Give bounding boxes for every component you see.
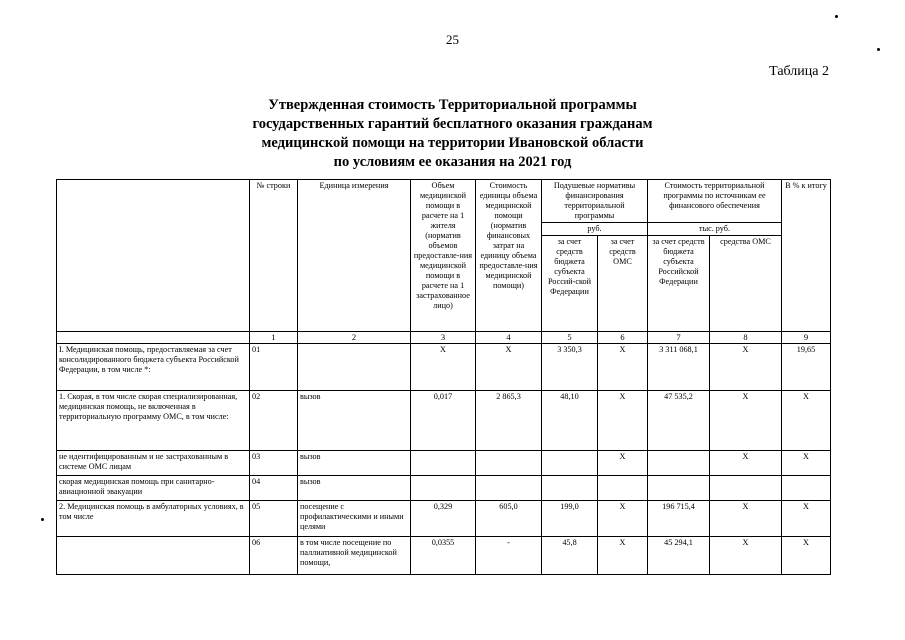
header-volume: Объем медицинской помощи в расчете на 1 жителя (норматив объемов предоставле-ния медицинской помощи в расчете на 1 застрахованное лицо) bbox=[411, 180, 476, 332]
header-share: В % к итогу bbox=[782, 180, 831, 332]
row-share: X bbox=[782, 391, 831, 451]
row-unit: посещение с профилактическими и иными целями bbox=[298, 501, 411, 537]
header-total-oms: средства ОМС bbox=[710, 236, 782, 332]
header-unit: Единица измерения bbox=[298, 180, 411, 332]
row-cost: 2 865,3 bbox=[476, 391, 542, 451]
row-volume bbox=[411, 476, 476, 501]
row-pc-oms: X bbox=[598, 501, 648, 537]
row-no: 05 bbox=[250, 501, 298, 537]
row-share bbox=[782, 476, 831, 501]
table-row bbox=[57, 501, 831, 537]
row-volume: 0,0355 bbox=[411, 537, 476, 575]
header-row-no: № строки bbox=[250, 180, 298, 332]
row-name bbox=[57, 537, 250, 575]
row-total-budget: 3 311 068,1 bbox=[648, 344, 710, 391]
row-pc-oms: X bbox=[598, 451, 648, 476]
row-volume: 0,017 bbox=[411, 391, 476, 451]
row-pc-budget: 45,8 bbox=[542, 537, 598, 575]
column-number: 2 bbox=[298, 332, 411, 344]
row-total-oms: X bbox=[710, 391, 782, 451]
row-pc-oms bbox=[598, 476, 648, 501]
column-number: 9 bbox=[782, 332, 831, 344]
document-title bbox=[180, 96, 725, 172]
row-cost: X bbox=[476, 344, 542, 391]
title-line: по условиям ее оказания на 2021 год bbox=[333, 154, 572, 170]
header-cost: Стоимость единицы объема медицинской помощи (норматив финансовых затрат на единицу объема предоставле-ния медицинской помощи) bbox=[476, 180, 542, 332]
row-share: X bbox=[782, 501, 831, 537]
row-share: 19,65 bbox=[782, 344, 831, 391]
cost-table bbox=[56, 179, 831, 575]
header-row bbox=[57, 180, 831, 223]
scan-speck bbox=[41, 518, 44, 521]
row-total-budget: 45 294,1 bbox=[648, 537, 710, 575]
row-pc-oms: X bbox=[598, 344, 648, 391]
column-number: 7 bbox=[648, 332, 710, 344]
row-total-oms: X bbox=[710, 451, 782, 476]
row-total-oms bbox=[710, 476, 782, 501]
row-total-oms: X bbox=[710, 501, 782, 537]
row-name: I. Медицинская помощь, предоставляемая за счет консолидированного бюджета субъекта Российской Федерации, в том числе *: bbox=[57, 344, 250, 391]
row-cost bbox=[476, 476, 542, 501]
row-unit: вызов bbox=[298, 476, 411, 501]
header-name-empty bbox=[57, 180, 250, 332]
row-share: X bbox=[782, 537, 831, 575]
row-pc-oms: X bbox=[598, 391, 648, 451]
row-unit bbox=[298, 344, 411, 391]
column-number: 6 bbox=[598, 332, 648, 344]
row-no: 06 bbox=[250, 537, 298, 575]
header-per-capita: Подушевые нормативы финансирования территориальной программы bbox=[542, 180, 648, 223]
page-number: 25 bbox=[446, 32, 459, 47]
row-no: 03 bbox=[250, 451, 298, 476]
table-row bbox=[57, 391, 831, 451]
column-number: 1 bbox=[250, 332, 298, 344]
row-total-budget: 47 535,2 bbox=[648, 391, 710, 451]
row-name: 2. Медицинская помощь в амбулаторных условиях, в том числе bbox=[57, 501, 250, 537]
row-cost: - bbox=[476, 537, 542, 575]
title-line: Утвержденная стоимость Территориальной программы bbox=[268, 97, 637, 113]
row-name: скорая медицинская помощь при санитарно-авиационной эвакуации bbox=[57, 476, 250, 501]
row-name: не идентифицированным и не застрахованным в системе ОМС лицам bbox=[57, 451, 250, 476]
row-cost: 605,0 bbox=[476, 501, 542, 537]
row-volume bbox=[411, 451, 476, 476]
header-per-capita-budget: за счет средств бюджета субъекта Россий-ской Федерации bbox=[542, 236, 598, 332]
row-pc-budget bbox=[542, 476, 598, 501]
table-label: Таблица 2 bbox=[769, 64, 829, 79]
row-no: 01 bbox=[250, 344, 298, 391]
table-row bbox=[57, 537, 831, 575]
column-number-row bbox=[57, 332, 831, 344]
row-cost bbox=[476, 451, 542, 476]
header-per-capita-unit: руб. bbox=[542, 223, 648, 236]
header-per-capita-oms: за счет средств ОМС bbox=[598, 236, 648, 332]
row-pc-oms: X bbox=[598, 537, 648, 575]
row-pc-budget: 3 350,3 bbox=[542, 344, 598, 391]
row-total-budget: 196 715,4 bbox=[648, 501, 710, 537]
row-unit: вызов bbox=[298, 451, 411, 476]
row-no: 04 bbox=[250, 476, 298, 501]
column-number: 4 bbox=[476, 332, 542, 344]
scan-speck bbox=[835, 15, 838, 18]
header-total-unit: тыс. руб. bbox=[648, 223, 782, 236]
column-number: 8 bbox=[710, 332, 782, 344]
title-line: медицинской помощи на территории Ивановской области bbox=[261, 135, 644, 151]
row-total-budget bbox=[648, 451, 710, 476]
row-pc-budget bbox=[542, 451, 598, 476]
row-unit: в том числе посещение по паллиативной медицинской помощи, bbox=[298, 537, 411, 575]
title-line: государственных гарантий бесплатного оказания гражданам bbox=[252, 116, 653, 132]
header-total-budget: за счет средств бюджета субъекта Российской Федерации bbox=[648, 236, 710, 332]
table-row bbox=[57, 344, 831, 391]
row-name: 1. Скорая, в том числе скорая специализированная, медицинская помощь, не включенная в территориальную программу ОМС, в том числе: bbox=[57, 391, 250, 451]
row-total-oms: X bbox=[710, 537, 782, 575]
row-volume: X bbox=[411, 344, 476, 391]
row-share: X bbox=[782, 451, 831, 476]
table-row bbox=[57, 451, 831, 476]
row-pc-budget: 199,0 bbox=[542, 501, 598, 537]
row-total-oms: X bbox=[710, 344, 782, 391]
row-no: 02 bbox=[250, 391, 298, 451]
scan-speck bbox=[877, 48, 880, 51]
column-number: 5 bbox=[542, 332, 598, 344]
column-number: 3 bbox=[411, 332, 476, 344]
row-total-budget bbox=[648, 476, 710, 501]
row-unit: вызов bbox=[298, 391, 411, 451]
column-number bbox=[57, 332, 250, 344]
row-pc-budget: 48,10 bbox=[542, 391, 598, 451]
table-row bbox=[57, 476, 831, 501]
header-total: Стоимость территориальной программы по источникам ее финансового обеспечения bbox=[648, 180, 782, 223]
row-volume: 0,329 bbox=[411, 501, 476, 537]
